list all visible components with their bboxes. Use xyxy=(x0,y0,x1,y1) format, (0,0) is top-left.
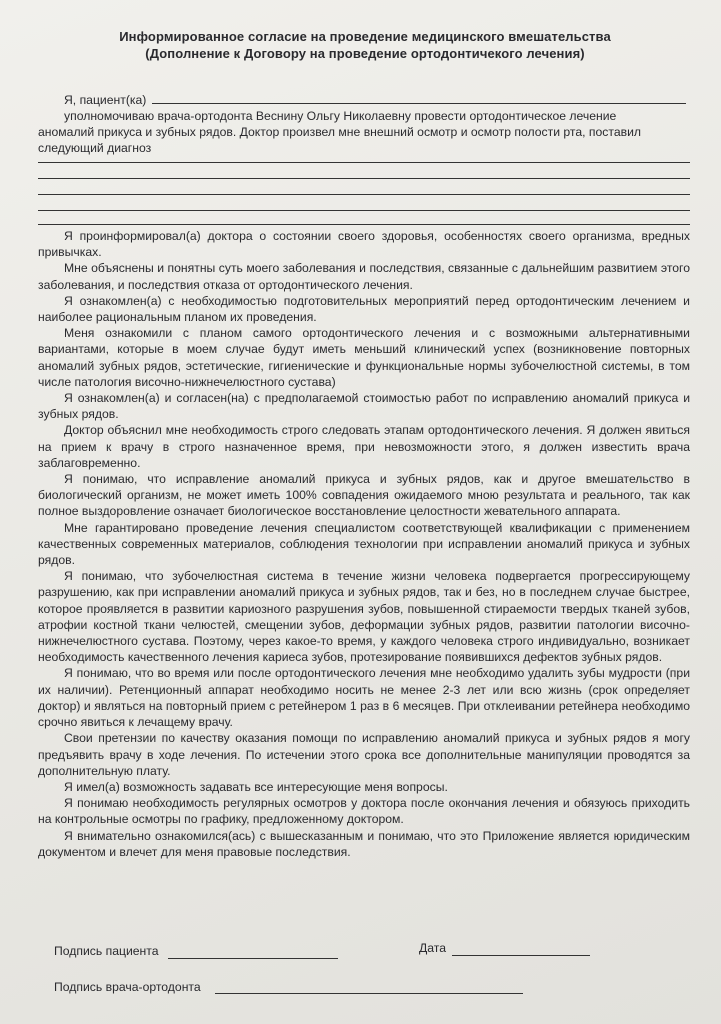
intro-line-b: аномалий прикуса и зубных рядов. Доктор произвел мне внешний осмотр и осмотр полости рта, поставил xyxy=(38,125,641,139)
diagnosis-line-3[interactable] xyxy=(38,194,690,195)
diagnosis-line-5[interactable] xyxy=(38,224,690,225)
paragraph: Свои претензии по качеству оказания помощи по исправлению аномалий прикуса и зубных рядов я могу предъявить врачу в ходе лечения. По истечении этого срока все дополнительные манипуляции проводятся за дополнительную плату. xyxy=(38,731,690,778)
paragraph: Я внимательно ознакомился(ась) с вышесказанным и понимаю, что это Приложение является юридическим документом и влечет для меня правовые последствия. xyxy=(38,828,690,859)
paragraph: Я проинформировал(а) доктора о состоянии своего здоровья, особенностях своего организма, вредных привычках. xyxy=(38,229,690,260)
paragraph: Я имел(а) возможность задавать все интересующие меня вопросы. xyxy=(64,779,448,794)
diagnosis-line-1[interactable] xyxy=(38,162,690,163)
paragraph: Я понимаю, что во время или после ортодонтического лечения мне необходимо удалить зубы мудрости (при их наличии). Ретенционный аппарат необходимо носить не менее 2-3 лет или всю жизнь (срок определяет доктор) и являться на повторный прием с ретейнером 1 раз в 6 месяцев. При отклеивании ретейнера необходимо срочно явиться к лечащему врачу. xyxy=(38,666,690,730)
diagnosis-line-2[interactable] xyxy=(38,178,690,179)
intro-line-c: следующий диагноз xyxy=(38,141,152,155)
paragraph: Мне объяснены и понятны суть моего заболевания и последствия, связанные с дальнейшим развитием этого заболевания, и последствия отказа от ортодонтического лечения. xyxy=(38,261,690,292)
paragraph: Я понимаю необходимость регулярных осмотров у доктора после окончания лечения и обязуюсь приходить на контрольные осмотры по графику, предложенному доктором. xyxy=(38,796,690,827)
paragraph: Мне гарантировано проведение лечения специалистом соответствующей квалификации с применением качественных современных материалов, соблюдения технологии при исправлении аномалий прикуса и зубных рядов. xyxy=(38,520,690,568)
consent-body xyxy=(38,228,690,860)
patient-signature-label: Подпись пациента xyxy=(54,944,159,958)
patient-name-field[interactable] xyxy=(152,103,686,104)
title-line-2: (Дополнение к Договору на проведение ортодонтичекого лечения) xyxy=(145,46,585,61)
paragraph: Доктор объяснил мне необходимость строго следовать этапам ортодонтического лечения. Я должен явиться на прием к врачу в строго назначенное время, при невозможности этого, я должен известить врача заблаговременно. xyxy=(38,423,690,470)
patient-name-label: Я, пациент(ка) xyxy=(64,93,147,107)
patient-signature-field[interactable] xyxy=(168,958,338,959)
intro-line-a: уполномочиваю врача-ортодонта Веснину Ольгу Николаевну провести ортодонтическое лечение xyxy=(64,109,617,123)
paragraph: Я ознакомлен(а) и согласен(на) с предполагаемой стоимостью работ по исправлению аномалий прикуса и зубных рядов. xyxy=(38,391,690,422)
paragraph: Я понимаю, что исправление аномалий прикуса и зубных рядов, как и другое вмешательство в биологический организм, не может иметь 100% совпадения ожидаемого мною результата и реального, так как полное выздоровление означает биологическое восстановление целостности жевательного аппарата. xyxy=(38,472,690,519)
title-line-1: Информированное согласие на проведение медицинского вмешательства xyxy=(119,29,611,44)
date-label: Дата xyxy=(419,941,446,955)
doctor-signature-label: Подпись врача-ортодонта xyxy=(54,980,201,994)
diagnosis-line-4[interactable] xyxy=(38,210,690,211)
paragraph: Меня ознакомили с планом самого ортодонтического лечения и с возможными альтернативными вариантами, которые в моем случае будут иметь меньший клинический успех (возникновение повторных аномалий зубных рядов, эстетические, гигиенические и функциональные нормы зубочелюстной системы, в том числе патология височно-нижнечелюстного сустава) xyxy=(38,326,690,389)
doctor-signature-field[interactable] xyxy=(215,993,523,994)
paragraph: Я ознакомлен(а) с необходимостью подготовительных мероприятий перед ортодонтическим лечением и наиболее рациональным планом их проведения. xyxy=(38,293,690,325)
document-title xyxy=(40,28,690,62)
paragraph: Я понимаю, что зубочелюстная система в течение жизни человека подвергается прогрессирующему разрушению, как при исправлении аномалий прикуса и зубных рядов, так и без, но в последнем случае быстрее, которое проявляется в развитии кариозного разрушения зубов, повышенной стираемости твердых тканей зубов, атрофии костной ткани челюстей, смещении зубов, деформации зубных рядов, развитии патологии височно-нижнечелюстного сустава. Поэтому, через какое-то время, у каждого человека строго индивидуально, возникает необходимость качественного лечения кариеса зубов, протезирование появившихся дефектов зубных рядов. xyxy=(38,569,690,665)
date-field[interactable] xyxy=(452,955,590,956)
